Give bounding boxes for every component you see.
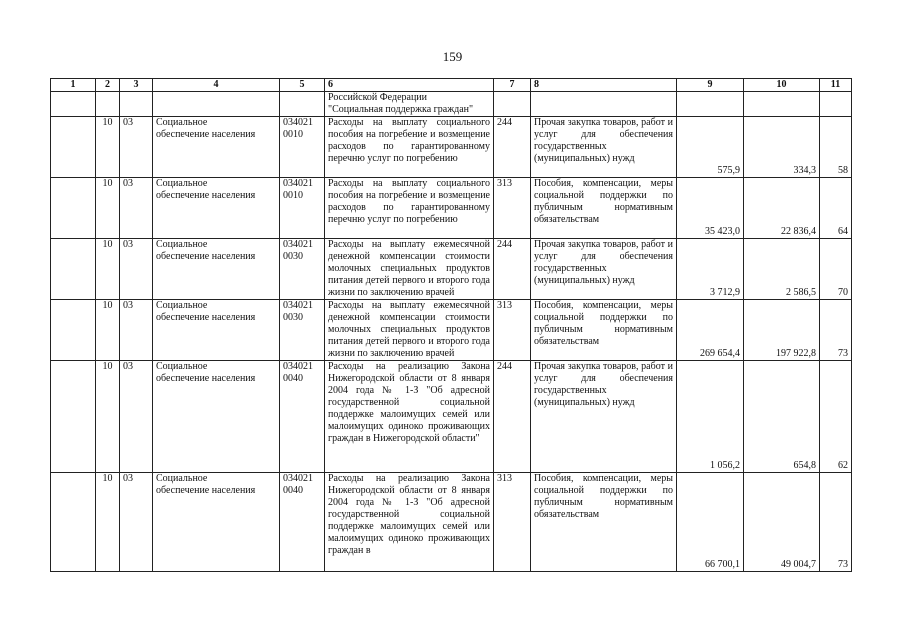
expense-type-code: 244 [494, 117, 531, 178]
expense-type-code: 244 [494, 361, 531, 473]
section-code: 10 [96, 473, 120, 572]
column-header: 10 [744, 79, 820, 92]
section-code: 10 [96, 117, 120, 178]
expense-type-name: Прочая закупка товаров, работ и услуг для обеспечения государственных (муниципальных) нужд [534, 239, 673, 286]
value-col9: 66 700,1 [677, 473, 744, 572]
table-row [51, 300, 852, 361]
value-col9: 575,9 [677, 117, 744, 178]
column-header: 8 [531, 79, 677, 92]
target-article-code: 034021 0040 [283, 361, 313, 384]
continuation-row [51, 92, 852, 117]
value-col11: 64 [820, 178, 852, 239]
expense-type-name: Прочая закупка товаров, работ и услуг для обеспечения государственных (муниципальных) нужд [534, 361, 673, 408]
column-header: 2 [96, 79, 120, 92]
expense-type-name: Пособия, компенсации, меры социальной поддержки по публичным нормативным обязательствам [534, 300, 673, 347]
expense-description: Расходы на выплату социального пособия на погребение и возмещение расходов по гарантированному перечню услуг по погребению [328, 117, 490, 164]
value-col9: 3 712,9 [677, 239, 744, 300]
value-col11: 62 [820, 361, 852, 473]
expense-type-name: Пособия, компенсации, меры социальной поддержки по публичным нормативным обязательствам [534, 178, 673, 225]
value-col9: 1 056,2 [677, 361, 744, 473]
section-name: Социальное обеспечение населения [156, 473, 256, 496]
value-col9: 269 654,4 [677, 300, 744, 361]
expense-type-name: Пособия, компенсации, меры социальной поддержки по публичным нормативным обязательствам [534, 473, 673, 520]
section-code: 10 [96, 239, 120, 300]
expense-description: Расходы на реализацию Закона Нижегородской области от 8 января 2004 года № 1-З "Об адресной государственной социальной поддержке малоимущих семей или малоимущих одиноко проживающих граждан в Нижегородской области" [328, 361, 490, 444]
section-name: Социальное обеспечение населения [156, 300, 256, 323]
value-col10: 2 586,5 [744, 239, 820, 300]
section-code: 10 [96, 178, 120, 239]
target-article-code: 034021 0040 [283, 473, 313, 496]
expense-description: Расходы на выплату социального пособия на погребение и возмещение расходов по гарантированному перечню услуг по погребению [328, 178, 490, 225]
column-header: 5 [280, 79, 325, 92]
column-header: 3 [120, 79, 153, 92]
expense-type-code: 313 [494, 178, 531, 239]
column-header: 6 [325, 79, 494, 92]
value-col10: 22 836,4 [744, 178, 820, 239]
subsection-code: 03 [120, 117, 153, 178]
target-article-code: 034021 0030 [283, 300, 313, 323]
expense-type-code: 313 [494, 300, 531, 361]
section-name: Социальное обеспечение населения [156, 361, 256, 384]
target-article-code: 034021 0010 [283, 178, 313, 201]
subsection-code: 03 [120, 178, 153, 239]
value-col10: 334,3 [744, 117, 820, 178]
section-name: Социальное обеспечение населения [156, 239, 256, 262]
header-row [51, 79, 852, 92]
column-header: 9 [677, 79, 744, 92]
column-header: 1 [51, 79, 96, 92]
subsection-code: 03 [120, 239, 153, 300]
section-name: Социальное обеспечение населения [156, 178, 256, 201]
value-col11: 58 [820, 117, 852, 178]
value-col11: 73 [820, 300, 852, 361]
table-row [51, 361, 852, 473]
expense-description: Российской Федерации "Социальная поддержка граждан" [328, 92, 474, 115]
budget-table [50, 78, 852, 572]
value-col11: 73 [820, 473, 852, 572]
expense-description: Расходы на реализацию Закона Нижегородской области от 8 января 2004 года № 1-З "Об адресной государственной социальной поддержке малоимущих семей или малоимущих одиноко проживающих граждан в [328, 473, 490, 556]
expense-description: Расходы на выплату ежемесячной денежной компенсации стоимости молочных специальных продуктов питания детей первого и второго года жизни по заключению врачей [328, 239, 490, 298]
subsection-code: 03 [120, 300, 153, 361]
table-row [51, 239, 852, 300]
page-number: 159 [442, 49, 463, 64]
value-col11: 70 [820, 239, 852, 300]
expense-type-code: 244 [494, 239, 531, 300]
subsection-code: 03 [120, 473, 153, 572]
expense-type-code: 313 [494, 473, 531, 572]
expense-type-name: Прочая закупка товаров, работ и услуг для обеспечения государственных (муниципальных) нужд [534, 117, 673, 164]
column-header: 11 [820, 79, 852, 92]
value-col10: 654,8 [744, 361, 820, 473]
section-name: Социальное обеспечение населения [156, 117, 256, 140]
value-col10: 197 922,8 [744, 300, 820, 361]
column-header: 4 [153, 79, 280, 92]
target-article-code: 034021 0030 [283, 239, 313, 262]
table-row [51, 117, 852, 178]
expense-description: Расходы на выплату ежемесячной денежной компенсации стоимости молочных специальных продуктов питания детей первого и второго года жизни по заключению врачей [328, 300, 490, 359]
column-header: 7 [494, 79, 531, 92]
subsection-code: 03 [120, 361, 153, 473]
table-row [51, 178, 852, 239]
value-col9: 35 423,0 [677, 178, 744, 239]
section-code: 10 [96, 361, 120, 473]
value-col10: 49 004,7 [744, 473, 820, 572]
table-row [51, 473, 852, 572]
target-article-code: 034021 0010 [283, 117, 313, 140]
section-code: 10 [96, 300, 120, 361]
